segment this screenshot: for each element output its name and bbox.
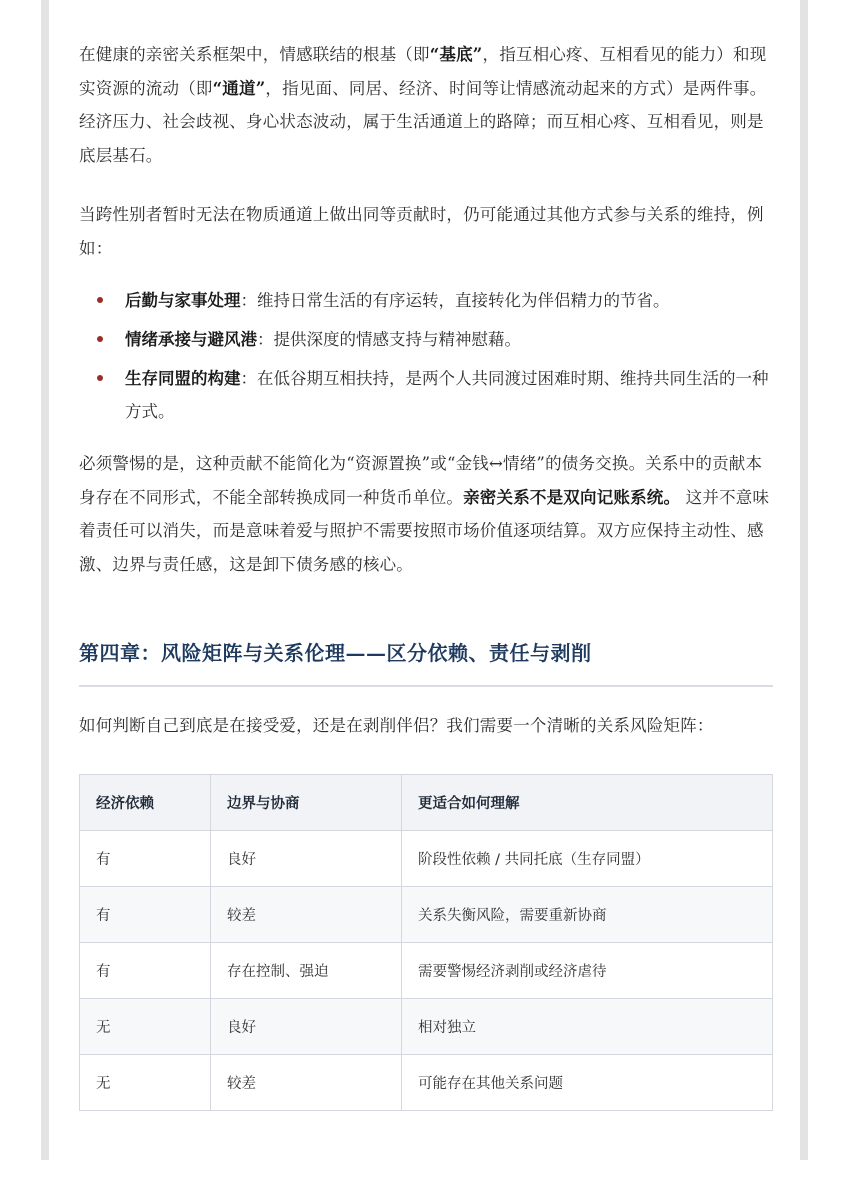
- table-row: [80, 886, 773, 942]
- list-item-text: ：维持日常生活的有序运转，直接转化为伴侣精力的节省。: [240, 291, 670, 311]
- bullet-dot-icon: [97, 336, 103, 342]
- table-row: [80, 998, 773, 1054]
- table-cell: 阶段性依赖 / 共同托底（生存同盟）: [402, 830, 773, 886]
- text-span: 这并不意味着责任可以消失，而是意味着爱与照护不需要按照市场价值逐项结算。双方应保持主动性、感激、边界与责任感，这是卸下债务感的核心。: [79, 487, 770, 575]
- article-body: [79, 38, 773, 1111]
- list-item-text: ：提供深度的情感支持与精神慰藉。: [257, 329, 521, 349]
- table-cell: 较差: [211, 1054, 402, 1110]
- emphasis-not-ledger: 亲密关系不是双向记账系统。: [463, 487, 681, 507]
- list-item: [79, 323, 773, 357]
- list-item: [79, 362, 773, 429]
- table-cell: 良好: [211, 830, 402, 886]
- bullet-dot-icon: [97, 297, 103, 303]
- table-cell: 良好: [211, 998, 402, 1054]
- column-header-boundaries: 边界与协商: [211, 774, 402, 830]
- table-cell: 需要警惕经济剥削或经济虐待: [402, 942, 773, 998]
- paragraph-matrix-intro: 如何判断自己到底是在接受爱，还是在剥削伴侣？我们需要一个清晰的关系风险矩阵：: [79, 715, 714, 735]
- column-header-interpretation: 更适合如何理解: [402, 774, 773, 830]
- list-item-text: ：在低谷期互相扶持，是两个人共同渡过困难时期、维持共同生活的一种方式。: [125, 368, 769, 422]
- table-cell: 无: [80, 1054, 211, 1110]
- table-cell: 有: [80, 830, 211, 886]
- list-item-term: 生存同盟的构建: [125, 368, 241, 388]
- list-item-term: 后勤与家事处理: [125, 291, 241, 311]
- list-item-term: 情绪承接与避风港: [125, 329, 257, 349]
- text-span: ，指互相心疼、互相看见的能力）和现实资源的流动（即: [79, 45, 767, 98]
- page-side-rail-right: [800, 0, 808, 1160]
- table-cell: 无: [80, 998, 211, 1054]
- table-cell: 较差: [211, 886, 402, 942]
- table-row: [80, 830, 773, 886]
- table-row: [80, 1054, 773, 1110]
- table-cell: 有: [80, 942, 211, 998]
- table-cell: 关系失衡风险，需要重新协商: [402, 886, 773, 942]
- emphasis-base: “基底”: [429, 45, 483, 64]
- table-cell: 相对独立: [402, 998, 773, 1054]
- table-row: [80, 942, 773, 998]
- chapter-heading: 第四章：风险矩阵与关系伦理——区分依赖、责任与剥削: [79, 635, 773, 687]
- table-cell: 可能存在其他关系问题: [402, 1054, 773, 1110]
- paragraph-warning: [79, 447, 773, 582]
- list-item: [79, 284, 773, 318]
- text-span: 在健康的亲密关系框架中，情感联结的根基（即: [79, 45, 430, 64]
- column-header-economic-dependence: 经济依赖: [80, 774, 211, 830]
- paragraph-foundation-and-channel: [79, 38, 773, 173]
- emphasis-channel: “通道”: [212, 78, 266, 98]
- text-span: ，指见面、同居、经济、时间等让情感流动起来的方式）是两件事。经济压力、社会歧视、身心状态波动，属于生活通道上的路障；而互相心疼、互相看见，则是底层基石。: [79, 78, 767, 166]
- paragraph-contribution-intro: 当跨性别者暂时无法在物质通道上做出同等贡献时，仍可能通过其他方式参与关系的维持，例如：: [79, 204, 764, 258]
- table-cell: 有: [80, 886, 211, 942]
- risk-matrix-table: [79, 774, 773, 1111]
- page-side-rail-left: [41, 0, 49, 1160]
- bullet-dot-icon: [97, 375, 103, 381]
- contribution-list: [79, 284, 773, 429]
- table-cell: 存在控制、强迫: [211, 942, 402, 998]
- text-span: 必须警惕的是，这种贡献不能简化为“资源置换”或“金钱↔情绪”的债务交换。关系中的贡献本身存在不同形式，不能全部转换成同一种货币单位。: [79, 454, 763, 507]
- table-header-row: [80, 774, 773, 830]
